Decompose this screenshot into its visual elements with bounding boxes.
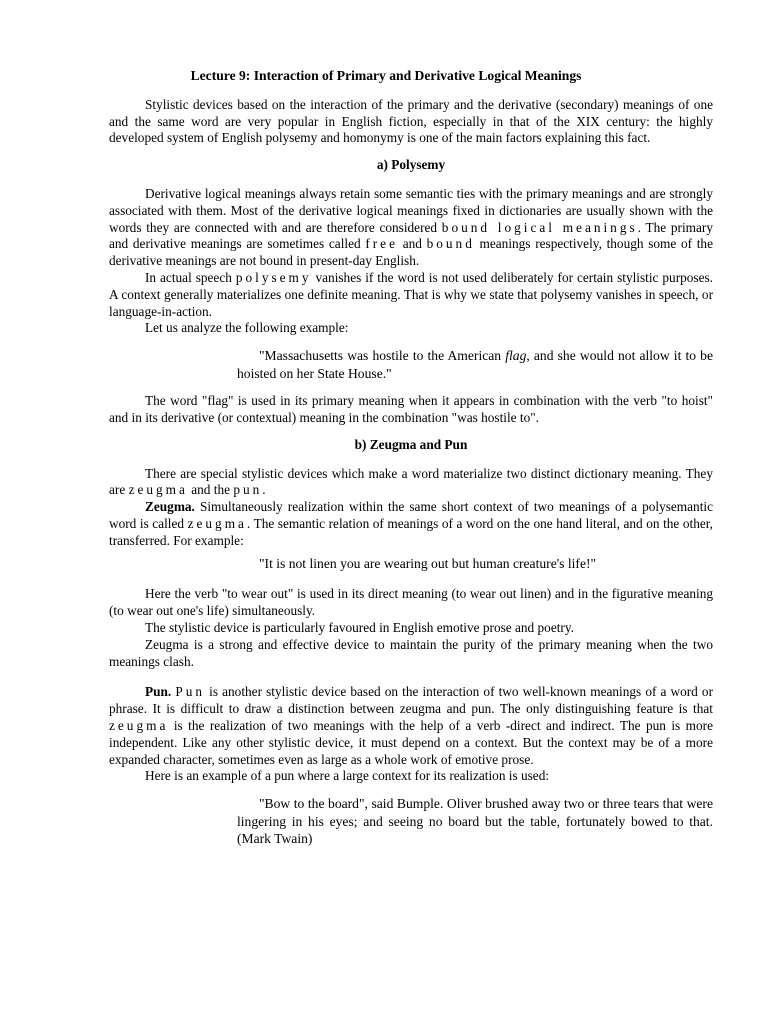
spaced-term: Pun [175,684,206,700]
quote-linen: "It is not linen you are wearing out but human creature's life!" [259,555,597,571]
polysemy-paragraph-2: In actual speech polysemy vanishes if the word is not used deliberately for certain stylistic purposes. A context generally materializes one definite meaning. That is why we state that polysemy vanishes in speech, or language-in-action. [109,269,713,319]
spaced-term: free [365,236,398,252]
spaced-term: pun [233,482,263,498]
spaced-term: bound logical meanings [441,219,638,235]
pun-label: Pun. [145,684,172,700]
zeugma-label: Zeugma. [145,499,195,515]
zeugma-paragraph-1: There are special stylistic devices which make a word materialize two distinct dictionary meaning. They are zeugma and the pun. [109,465,713,498]
pun-paragraph-2: Here is an example of a pun where a large context for its realization is used: [145,768,550,784]
zeugma-paragraph-2: Zeugma. Simultaneously realization within the same short context of two meanings of a polysemantic word is called zeugma. The semantic relation of meanings of a word on the one hand literal, and on the other, transferred. For example: [109,499,713,548]
spaced-term: zeugma [128,482,188,498]
document-body [109,68,713,859]
spaced-term: zeugma [187,515,247,531]
polysemy-paragraph-3: Let us analyze the following example: [145,320,349,336]
quote-flag: "Massachusetts was hostile to the American flag, and she would not allow it to be hoisted on her State House." [237,348,713,381]
zeugma-paragraph-4: The stylistic device is particularly favoured in English emotive prose and poetry. [145,619,574,635]
spaced-term: zeugma [109,717,169,733]
zeugma-paragraph-3: Here the verb "to wear out" is used in its direct meaning (to wear out linen) and in the figurative meaning (to wear out one's life) simultaneously. [109,586,713,619]
polysemy-paragraph-1: Derivative logical meanings always retain some semantic ties with the primary meanings and are strongly associated with them. Most of the derivative logical meanings fixed in dictionaries are usually shown with the words they are connected with and are therefore considered bound logical meanings. The primary and derivative meanings are sometimes called free and bound meanings respectively, though some of the derivative meanings are not bound in present-day English. [109,185,713,269]
quote-bumple: "Bow to the board", said Bumple. Oliver brushed away two or three tears that were lingering in his eyes; and seeing no board but the table, fortunately bowed to that. (Mark Twain) [237,796,713,847]
intro-paragraph: Stylistic devices based on the interaction of the primary and the derivative (secondary) meanings of one and the same word are very popular in English fiction, especially in that of the XIX century: the highly developed system of English polysemy and homonymy is one of the main factors explaining this fact. [109,96,713,146]
polysemy-paragraph-4: The word "flag" is used in its primary meaning when it appears in combination with the verb "to hoist" and in its derivative (or contextual) meaning in the combination "was hostile to". [109,393,713,425]
spaced-term: polysemy [235,269,312,285]
section-heading-polysemy: a) Polysemy [376,157,446,173]
lecture-title: Lecture 9: Interaction of Primary and Derivative Logical Meanings [190,68,582,83]
spaced-term: bound [426,236,475,252]
zeugma-paragraph-5: Zeugma is a strong and effective device to maintain the purity of the primary meaning when the two meanings clash. [109,636,713,669]
pun-paragraph-1: Pun. Pun is another stylistic device based on the interaction of two well-known meanings of a word or phrase. It is difficult to draw a distinction between zeugma and pun. The only distinguishing feature is that zeugma is the realization of two meanings with the help of a verb -direct and indirect. The pun is more independent. Like any other stylistic device, it must depend on a context. But the context may be of a more expanded character, sometimes even as large as a whole work of emotive prose. [109,684,713,767]
section-heading-zeugma-pun: b) Zeugma and Pun [354,436,468,452]
